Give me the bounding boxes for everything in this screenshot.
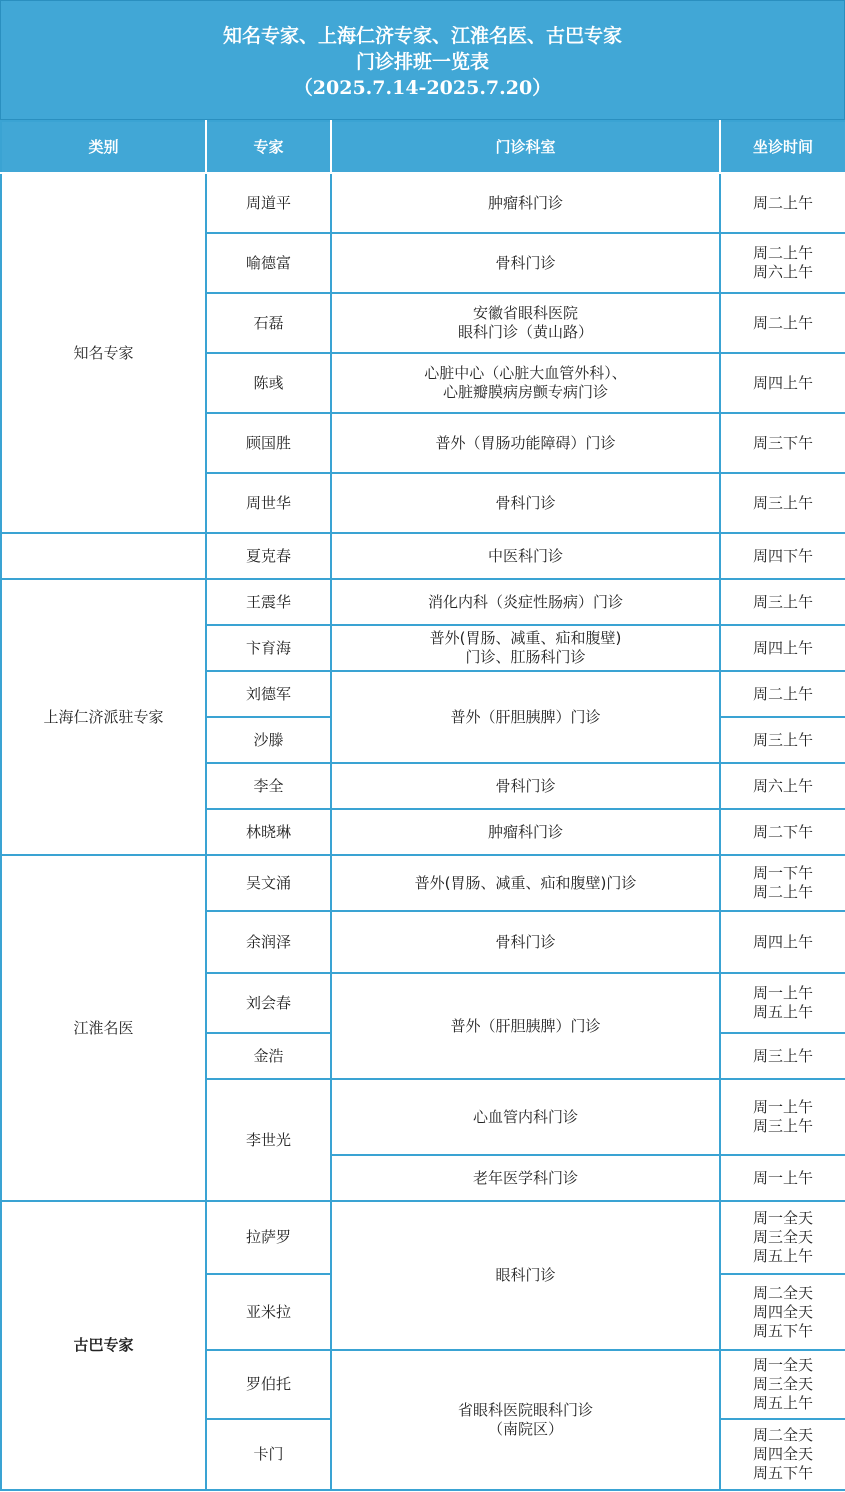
department-cell: 肿瘤科门诊 — [331, 173, 720, 233]
table-row — [1, 173, 845, 233]
expert-name: 余润泽 — [206, 911, 331, 973]
department-cell: 普外(胃肠、减重、疝和腹壁)门诊 — [331, 855, 720, 911]
category-cell-empty — [1, 533, 206, 579]
department-cell: 心脏中心（心脏大血管外科）、 心脏瓣膜病房颤专病门诊 — [331, 353, 720, 413]
expert-name: 石磊 — [206, 293, 331, 353]
time-cell: 周六上午 — [720, 763, 845, 809]
expert-name: 金浩 — [206, 1033, 331, 1079]
time-cell: 周一上午 周五上午 — [720, 973, 845, 1033]
department-cell: 普外（肝胆胰脾）门诊 — [331, 973, 720, 1079]
time-cell: 周一下午 周二上午 — [720, 855, 845, 911]
department-cell: 安徽省眼科医院 眼科门诊（黄山路） — [331, 293, 720, 353]
schedule-table — [0, 120, 845, 1491]
time-cell: 周一全天 周三全天 周五上午 — [720, 1350, 845, 1419]
department-cell: 老年医学科门诊 — [331, 1155, 720, 1201]
time-cell: 周三上午 — [720, 579, 845, 625]
expert-name: 沙滕 — [206, 717, 331, 763]
expert-name: 卡门 — [206, 1419, 331, 1490]
department-cell: 心血管内科门诊 — [331, 1079, 720, 1155]
title-banner — [0, 0, 845, 120]
department-cell: 骨科门诊 — [331, 911, 720, 973]
time-cell: 周三上午 — [720, 717, 845, 763]
time-cell: 周二上午 — [720, 293, 845, 353]
expert-name: 王震华 — [206, 579, 331, 625]
table-row — [1, 855, 845, 911]
time-cell: 周一全天 周三全天 周五上午 — [720, 1201, 845, 1274]
expert-name: 罗伯托 — [206, 1350, 331, 1419]
department-cell: 普外（肝胆胰脾）门诊 — [331, 671, 720, 763]
department-cell: 省眼科医院眼科门诊 （南院区） — [331, 1350, 720, 1490]
time-cell: 周二全天 周四全天 周五下午 — [720, 1274, 845, 1350]
department-cell: 普外(胃肠、减重、疝和腹壁) 门诊、肛肠科门诊 — [331, 625, 720, 671]
header-department: 门诊科室 — [331, 121, 720, 173]
time-cell: 周四上午 — [720, 353, 845, 413]
category-cell: 上海仁济派驻专家 — [1, 579, 206, 855]
department-cell: 骨科门诊 — [331, 473, 720, 533]
header-time: 坐诊时间 — [720, 121, 845, 173]
time-cell: 周四上午 — [720, 911, 845, 973]
time-cell: 周四下午 — [720, 533, 845, 579]
department-cell: 肿瘤科门诊 — [331, 809, 720, 855]
time-cell: 周二上午 — [720, 671, 845, 717]
department-cell: 中医科门诊 — [331, 533, 720, 579]
category-cell: 江淮名医 — [1, 855, 206, 1201]
time-cell: 周三上午 — [720, 473, 845, 533]
expert-name: 李世光 — [206, 1079, 331, 1201]
table-row — [1, 579, 845, 625]
expert-name: 陈彧 — [206, 353, 331, 413]
category-cell: 古巴专家 — [1, 1201, 206, 1490]
header-expert: 专家 — [206, 121, 331, 173]
time-cell: 周二上午 — [720, 173, 845, 233]
expert-name: 周道平 — [206, 173, 331, 233]
header-category: 类别 — [1, 121, 206, 173]
time-cell: 周三下午 — [720, 413, 845, 473]
time-cell: 周四上午 — [720, 625, 845, 671]
time-cell: 周二上午 周六上午 — [720, 233, 845, 293]
header-row — [1, 121, 845, 173]
time-cell: 周三上午 — [720, 1033, 845, 1079]
table-row — [1, 533, 845, 579]
department-cell: 骨科门诊 — [331, 233, 720, 293]
time-cell: 周二下午 — [720, 809, 845, 855]
table-row — [1, 1201, 845, 1274]
expert-name: 夏克春 — [206, 533, 331, 579]
expert-name: 刘会春 — [206, 973, 331, 1033]
expert-name: 拉萨罗 — [206, 1201, 331, 1274]
department-cell: 眼科门诊 — [331, 1201, 720, 1350]
time-cell: 周一上午 — [720, 1155, 845, 1201]
expert-name: 周世华 — [206, 473, 331, 533]
department-cell: 普外（胃肠功能障碍）门诊 — [331, 413, 720, 473]
title-line-2: 门诊排班一览表 — [355, 51, 489, 73]
department-cell: 消化内科（炎症性肠病）门诊 — [331, 579, 720, 625]
time-cell: 周二全天 周四全天 周五下午 — [720, 1419, 845, 1490]
expert-name: 刘德军 — [206, 671, 331, 717]
category-cell: 知名专家 — [1, 173, 206, 533]
expert-name: 顾国胜 — [206, 413, 331, 473]
expert-name: 李全 — [206, 763, 331, 809]
time-cell: 周一上午 周三上午 — [720, 1079, 845, 1155]
expert-name: 亚米拉 — [206, 1274, 331, 1350]
department-cell: 骨科门诊 — [331, 763, 720, 809]
expert-name: 喻德富 — [206, 233, 331, 293]
expert-name: 卞育海 — [206, 625, 331, 671]
title-line-3: （2025.7.14-2025.7.20） — [293, 77, 552, 99]
expert-name: 吴文涌 — [206, 855, 331, 911]
expert-name: 林晓琳 — [206, 809, 331, 855]
title-line-1: 知名专家、上海仁济专家、江淮名医、古巴专家 — [222, 25, 622, 47]
